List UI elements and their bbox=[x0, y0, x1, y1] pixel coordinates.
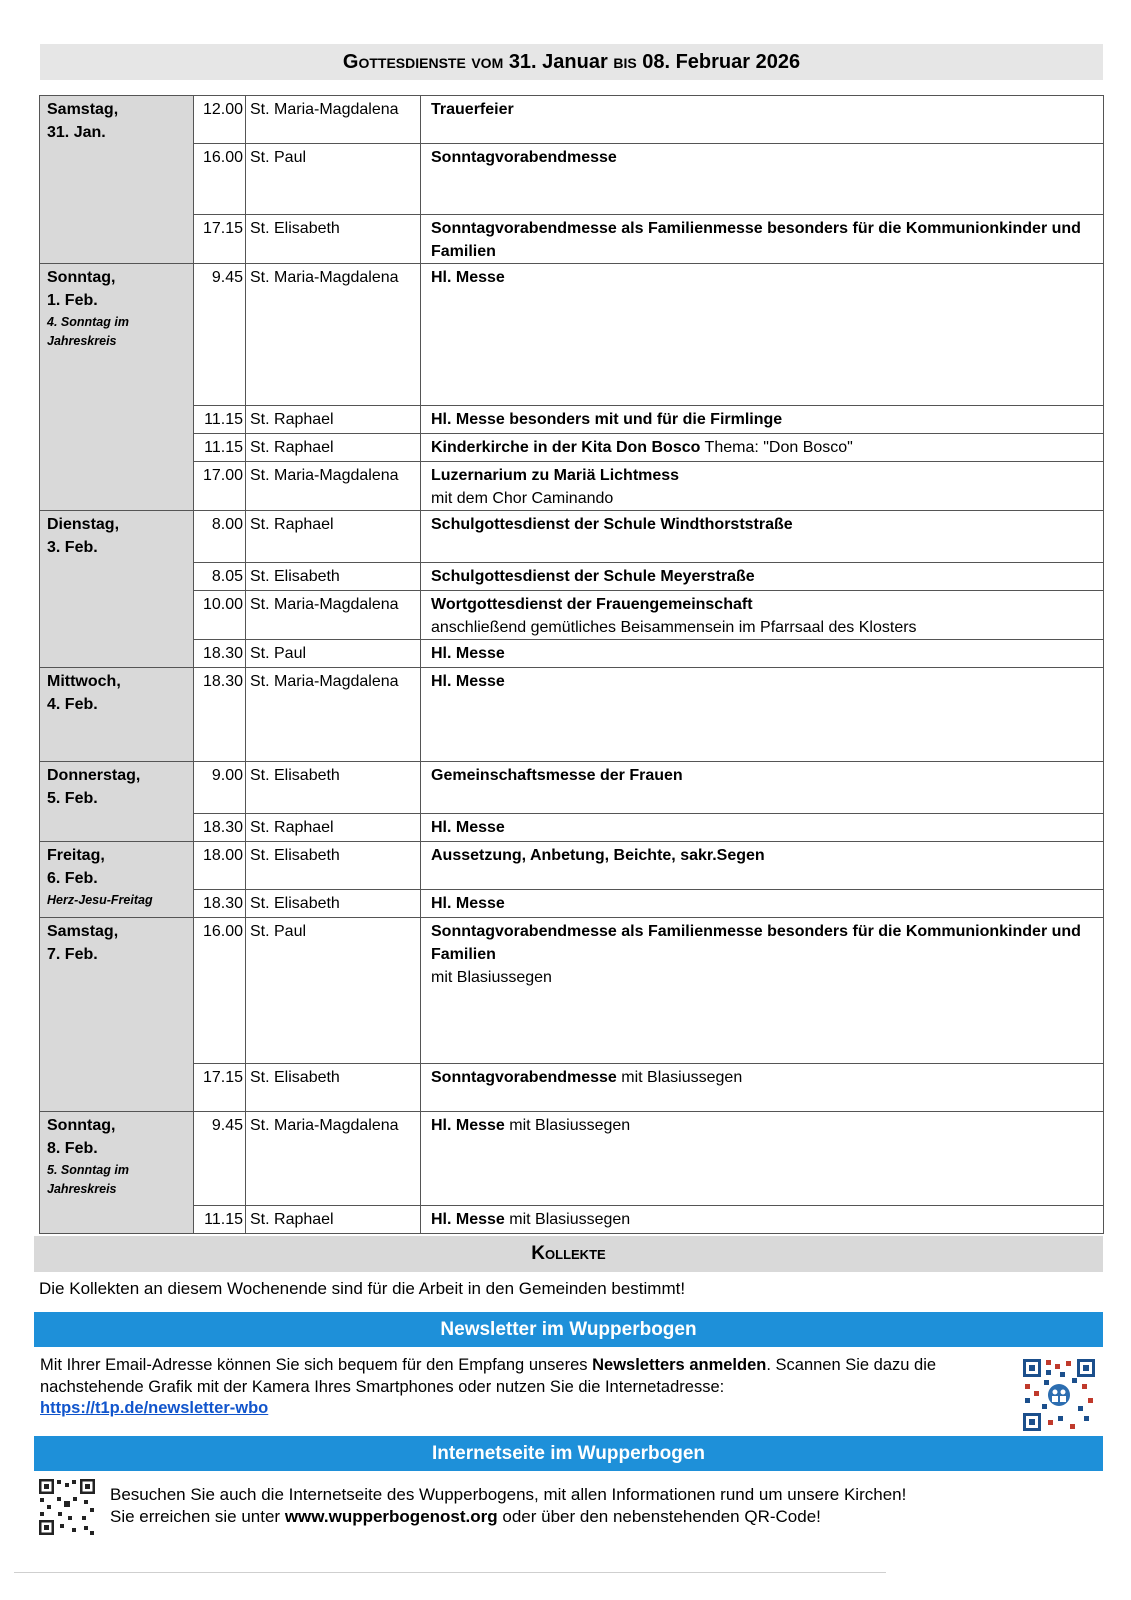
day-date: 4. Feb. bbox=[47, 696, 98, 713]
service-time: 16.00 bbox=[194, 918, 246, 1064]
day-cell bbox=[40, 842, 194, 918]
service-description bbox=[421, 511, 1104, 563]
service-location: St. Raphael bbox=[246, 434, 421, 462]
service-time: 11.15 bbox=[194, 1206, 246, 1234]
service-title: Hl. Messe bbox=[431, 895, 505, 912]
service-time: 9.45 bbox=[194, 264, 246, 406]
service-description bbox=[421, 668, 1104, 762]
service-description bbox=[421, 591, 1104, 640]
service-time: 18.30 bbox=[194, 668, 246, 762]
service-location: St. Maria-Magdalena bbox=[246, 591, 421, 640]
day-date: 6. Feb. bbox=[47, 870, 98, 887]
website-qr-code[interactable] bbox=[38, 1478, 96, 1536]
kollekte-heading-bar bbox=[34, 1236, 1103, 1272]
table-row bbox=[40, 434, 1104, 462]
day-date: 1. Feb. bbox=[47, 292, 98, 309]
day-date: 7. Feb. bbox=[47, 946, 98, 963]
service-description bbox=[421, 406, 1104, 434]
service-time: 9.00 bbox=[194, 762, 246, 814]
website-text bbox=[110, 1484, 906, 1528]
service-location: St. Elisabeth bbox=[246, 215, 421, 264]
table-row bbox=[40, 511, 1104, 563]
service-description bbox=[421, 1206, 1104, 1234]
service-title: Kinderkirche in der Kita Don Bosco bbox=[431, 439, 701, 456]
day-cell bbox=[40, 264, 194, 511]
service-time: 18.30 bbox=[194, 890, 246, 918]
service-title: Sonntagvorabendmesse als Familienmesse besonders für die Kommunionkinder und Familien bbox=[431, 220, 1081, 260]
service-location: St. Paul bbox=[246, 918, 421, 1064]
service-title: Luzernarium zu Mariä Lichtmess bbox=[431, 467, 680, 484]
service-note: anschließend gemütliches Beisammensein im Pfarrsaal des Klosters bbox=[431, 619, 917, 636]
service-location: St. Paul bbox=[246, 640, 421, 668]
service-location: St. Elisabeth bbox=[246, 762, 421, 814]
day-date: 3. Feb. bbox=[47, 539, 98, 556]
service-time: 18.30 bbox=[194, 640, 246, 668]
day-cell bbox=[40, 1112, 194, 1234]
service-note: mit dem Chor Caminando bbox=[431, 490, 614, 507]
service-time: 17.15 bbox=[194, 215, 246, 264]
service-location: St. Raphael bbox=[246, 406, 421, 434]
website-text-line3: oder über den nebenstehenden QR-Code! bbox=[497, 1507, 821, 1526]
table-row bbox=[40, 1206, 1104, 1234]
service-title: Gemeinschaftsmesse der Frauen bbox=[431, 767, 683, 784]
service-description bbox=[421, 918, 1104, 1064]
service-time: 11.15 bbox=[194, 434, 246, 462]
service-title: Sonntagvorabendmesse bbox=[431, 149, 617, 166]
service-location: St. Maria-Magdalena bbox=[246, 668, 421, 762]
service-description bbox=[421, 762, 1104, 814]
service-title: Trauerfeier bbox=[431, 101, 514, 118]
title-date-start: 31. Januar bbox=[508, 51, 608, 73]
newsletter-text bbox=[40, 1355, 995, 1420]
table-row bbox=[40, 96, 1104, 144]
newsletter-link[interactable]: https://t1p.de/newsletter-wbo bbox=[40, 1399, 269, 1417]
service-time: 12.00 bbox=[194, 96, 246, 144]
service-location: St. Elisabeth bbox=[246, 1064, 421, 1112]
day-date: 8. Feb. bbox=[47, 1140, 98, 1157]
service-description bbox=[421, 264, 1104, 406]
day-name: Mittwoch, bbox=[47, 673, 121, 690]
service-time: 18.00 bbox=[194, 842, 246, 890]
service-time: 16.00 bbox=[194, 144, 246, 215]
service-schedule-table bbox=[39, 95, 1104, 1234]
table-row bbox=[40, 762, 1104, 814]
service-title: Hl. Messe bbox=[431, 1211, 505, 1228]
table-row bbox=[40, 1064, 1104, 1112]
website-url[interactable]: www.wupperbogenost.org bbox=[284, 1507, 498, 1526]
service-title: Aussetzung, Anbetung, Beichte, sakr.Segen bbox=[431, 847, 765, 864]
service-title: Hl. Messe bbox=[431, 269, 505, 286]
service-time: 18.30 bbox=[194, 814, 246, 842]
kollekte-heading: Kollekte bbox=[531, 1243, 606, 1264]
service-note: mit Blasiussegen bbox=[431, 969, 552, 986]
day-cell bbox=[40, 762, 194, 842]
day-cell bbox=[40, 96, 194, 264]
table-row bbox=[40, 814, 1104, 842]
table-row bbox=[40, 462, 1104, 511]
service-description bbox=[421, 215, 1104, 264]
newsletter-text-bold: Newsletters anmelden bbox=[592, 1356, 767, 1374]
table-row bbox=[40, 591, 1104, 640]
table-row bbox=[40, 406, 1104, 434]
service-extra: Thema: "Don Bosco" bbox=[700, 439, 853, 456]
table-row bbox=[40, 842, 1104, 890]
footer-divider bbox=[14, 1572, 886, 1573]
service-title: Hl. Messe bbox=[431, 819, 505, 836]
page-title bbox=[40, 44, 1103, 80]
service-description bbox=[421, 890, 1104, 918]
table-row bbox=[40, 918, 1104, 1064]
service-description bbox=[421, 842, 1104, 890]
service-location: St. Paul bbox=[246, 144, 421, 215]
service-location: St. Elisabeth bbox=[246, 563, 421, 591]
newsletter-text-part2: . Scannen Sie dazu die nachstehende Grafik mit der Kamera Ihres Smartphones oder nutzen Sie die Internetadresse: bbox=[40, 1356, 937, 1396]
day-cell bbox=[40, 918, 194, 1112]
table-row bbox=[40, 144, 1104, 215]
kollekte-text: Die Kollekten an diesem Wochenende sind für die Arbeit in den Gemeinden bestimmt! bbox=[39, 1279, 686, 1298]
day-date: 31. Jan. bbox=[47, 124, 106, 141]
service-extra: mit Blasiussegen bbox=[616, 1069, 743, 1086]
service-time: 8.00 bbox=[194, 511, 246, 563]
service-description bbox=[421, 434, 1104, 462]
service-location: St. Elisabeth bbox=[246, 890, 421, 918]
table-row bbox=[40, 563, 1104, 591]
newsletter-text-part1: Mit Ihrer Email-Adresse können Sie sich bequem für den Empfang unseres bbox=[40, 1356, 593, 1374]
table-row bbox=[40, 215, 1104, 264]
service-location: St. Maria-Magdalena bbox=[246, 462, 421, 511]
day-name: Sonntag, bbox=[47, 1117, 116, 1134]
service-title: Sonntagvorabendmesse als Familienmesse besonders für die Kommunionkinder und Familien bbox=[431, 923, 1081, 963]
title-date-end: 08. Februar 2026 bbox=[642, 51, 801, 73]
service-title: Hl. Messe bbox=[431, 645, 505, 662]
service-extra: mit Blasiussegen bbox=[504, 1211, 631, 1228]
service-title: Hl. Messe besonders mit und für die Firmlinge bbox=[431, 411, 783, 428]
table-row bbox=[40, 1112, 1104, 1206]
service-time: 11.15 bbox=[194, 406, 246, 434]
day-name: Donnerstag, bbox=[47, 767, 141, 784]
table-row bbox=[40, 890, 1104, 918]
table-row bbox=[40, 668, 1104, 762]
service-description bbox=[421, 144, 1104, 215]
service-title: Sonntagvorabendmesse bbox=[431, 1069, 617, 1086]
service-description bbox=[421, 563, 1104, 591]
service-title: Hl. Messe bbox=[431, 1117, 505, 1134]
service-location: St. Raphael bbox=[246, 1206, 421, 1234]
service-title: Hl. Messe bbox=[431, 673, 505, 690]
service-description bbox=[421, 462, 1104, 511]
service-location: St. Elisabeth bbox=[246, 842, 421, 890]
service-time: 9.45 bbox=[194, 1112, 246, 1206]
service-title: Schulgottesdienst der Schule Meyerstraße bbox=[431, 568, 755, 585]
website-heading: Internetseite im Wupperbogen bbox=[34, 1436, 1103, 1471]
newsletter-heading: Newsletter im Wupperbogen bbox=[34, 1312, 1103, 1347]
day-cell bbox=[40, 668, 194, 762]
day-name: Samstag, bbox=[47, 101, 119, 118]
day-cell bbox=[40, 511, 194, 668]
service-location: St. Raphael bbox=[246, 511, 421, 563]
service-time: 17.00 bbox=[194, 462, 246, 511]
service-description bbox=[421, 814, 1104, 842]
service-extra: mit Blasiussegen bbox=[504, 1117, 631, 1134]
service-time: 17.15 bbox=[194, 1064, 246, 1112]
day-note: 5. Sonntag im Jahreskreis bbox=[47, 1163, 129, 1196]
service-location: St. Raphael bbox=[246, 814, 421, 842]
service-description bbox=[421, 640, 1104, 668]
service-time: 10.00 bbox=[194, 591, 246, 640]
title-bis: bis bbox=[613, 51, 637, 73]
service-description bbox=[421, 1112, 1104, 1206]
website-text-line2: Sie erreichen sie unter bbox=[110, 1507, 285, 1526]
service-location: St. Maria-Magdalena bbox=[246, 264, 421, 406]
table-row bbox=[40, 264, 1104, 406]
table-row bbox=[40, 640, 1104, 668]
website-text-line1: Besuchen Sie auch die Internetseite des Wupperbogens, mit allen Informationen rund um unsere Kirchen! bbox=[110, 1485, 907, 1504]
day-name: Sonntag, bbox=[47, 269, 116, 286]
newsletter-qr-code[interactable] bbox=[1022, 1358, 1096, 1432]
day-name: Samstag, bbox=[47, 923, 119, 940]
title-lead: Gottesdienste vom bbox=[342, 51, 504, 73]
service-title: Schulgottesdienst der Schule Windthorststraße bbox=[431, 516, 793, 533]
day-name: Dienstag, bbox=[47, 516, 120, 533]
service-description bbox=[421, 96, 1104, 144]
service-time: 8.05 bbox=[194, 563, 246, 591]
day-note: Herz-Jesu-Freitag bbox=[47, 893, 153, 907]
service-description bbox=[421, 1064, 1104, 1112]
service-location: St. Maria-Magdalena bbox=[246, 1112, 421, 1206]
day-date: 5. Feb. bbox=[47, 790, 98, 807]
service-title: Wortgottesdienst der Frauengemeinschaft bbox=[431, 596, 753, 613]
day-name: Freitag, bbox=[47, 847, 105, 864]
service-location: St. Maria-Magdalena bbox=[246, 96, 421, 144]
day-note: 4. Sonntag im Jahreskreis bbox=[47, 315, 129, 348]
